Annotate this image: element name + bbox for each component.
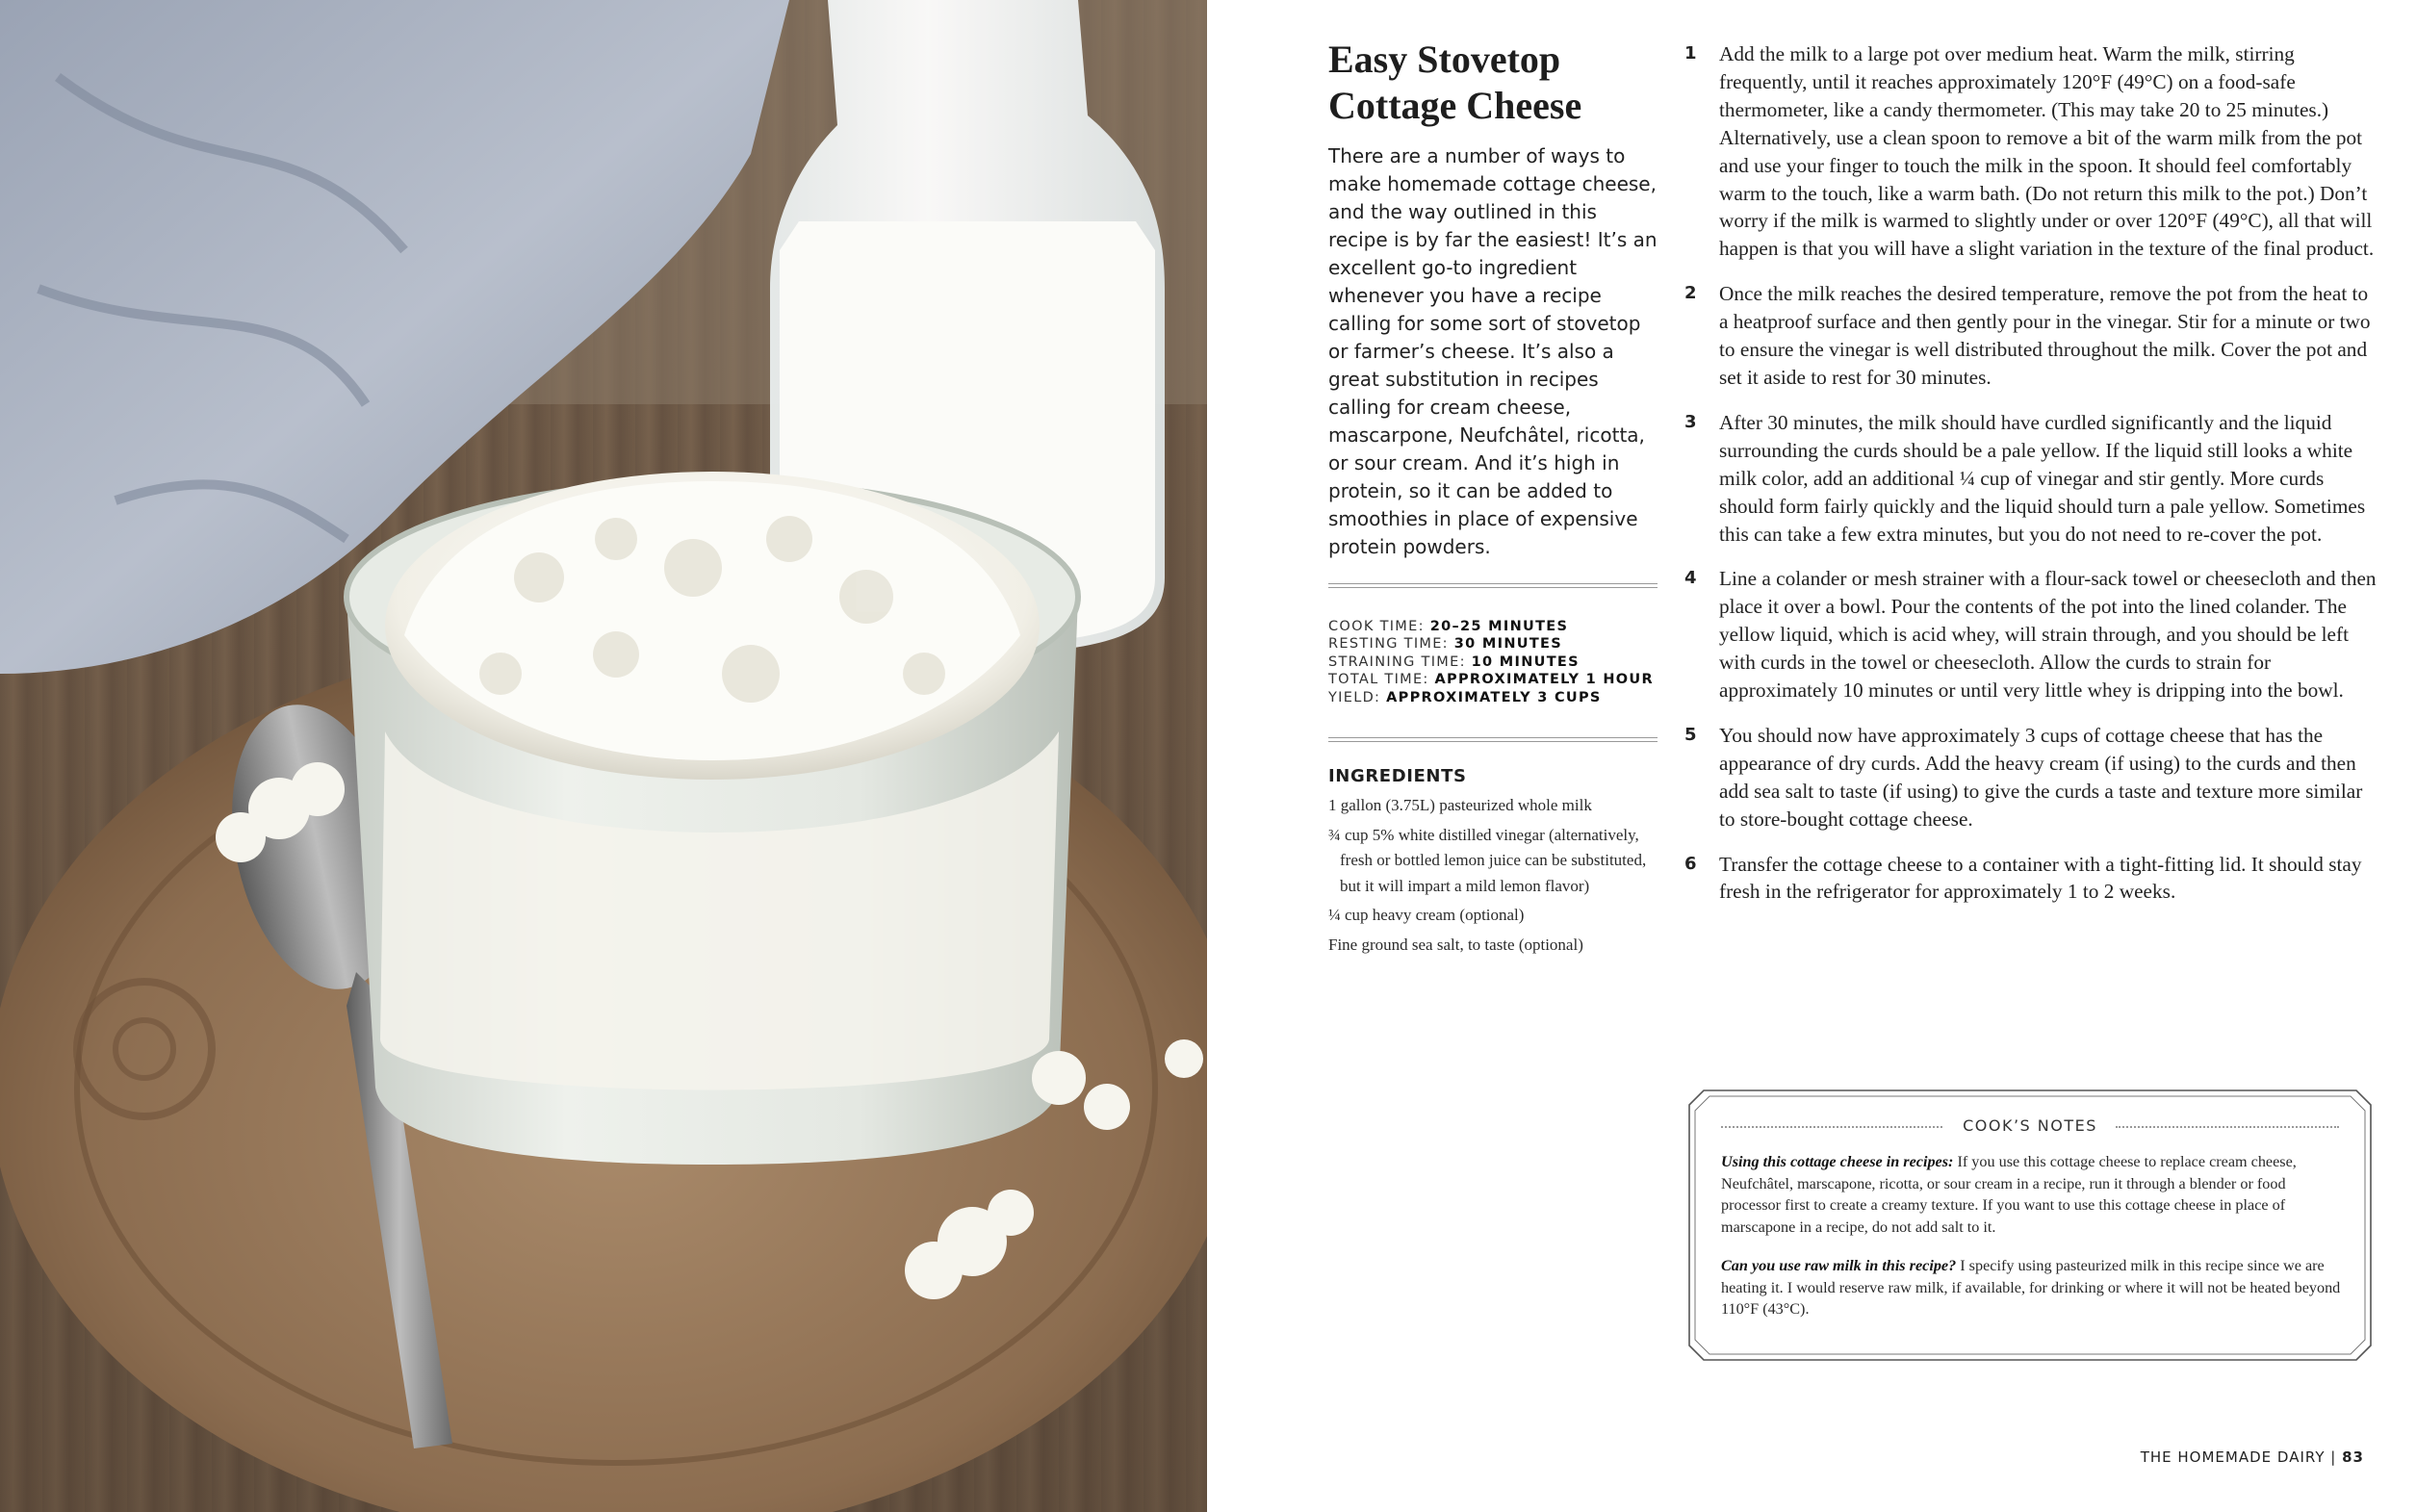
step-number: 5	[1684, 724, 1697, 745]
divider-rule	[1328, 583, 1658, 584]
photo-illustration	[0, 0, 1207, 1512]
step-text: After 30 minutes, the milk should have curdled significantly and the liquid surrounding the curds should be a pale yellow. If the liquid still looks a white milk color, add an additional ¼ cup of vinegar and stir gently. More curds should form fairly quickly and the liquid should turn a pale yellow. Sometimes this can take a few extra minutes, but you do not need to re-cover the pot.	[1719, 410, 2366, 546]
ingredient-item: 1 gallon (3.75L) pasteurized whole milk	[1328, 796, 1592, 814]
cooks-notes-box	[1688, 1089, 2372, 1361]
page-footer	[2141, 1448, 2364, 1466]
step-item	[1684, 565, 2377, 705]
ingredient-item: Fine ground sea salt, to taste (optional)	[1328, 935, 1583, 954]
ingredient-item: ¼ cup heavy cream (optional)	[1328, 906, 1525, 924]
ingredients-list	[1328, 793, 1665, 961]
step-number: 6	[1684, 853, 1697, 874]
step-number: 2	[1684, 283, 1697, 304]
step-number: 3	[1684, 411, 1697, 432]
time-row: RESTING TIME: 30 MINUTES	[1328, 636, 1562, 653]
time-row: TOTAL TIME: APPROXIMATELY 1 HOUR	[1328, 672, 1654, 688]
notes-title: COOK’S NOTES	[1949, 1116, 2111, 1135]
step-text: You should now have approximately 3 cups of cottage cheese that has the appearance of dry curds. Add the heavy cream (if using) to the curds and then add sea salt to taste (if using) to give the curds a taste and texture more similar to store-bought cottage cheese.	[1719, 723, 2363, 831]
step-item	[1684, 722, 2377, 833]
page-number: 83	[2342, 1448, 2364, 1466]
ingredients-heading: INGREDIENTS	[1328, 766, 1467, 786]
book-title: THE HOMEMADE DAIRY |	[2140, 1448, 2337, 1466]
step-item	[1684, 851, 2377, 907]
recipe-steps	[1684, 40, 2377, 923]
time-row: STRAINING TIME: 10 MINUTES	[1328, 653, 1580, 670]
note-paragraph: Can you use raw milk in this recipe? I specify using pasteurized milk in this recipe since we are heating it. I would reserve raw milk, if available, for drinking or where it will not be heated beyond 110°F (43°C).	[1721, 1257, 2341, 1319]
step-text: Transfer the cottage cheese to a container with a tight-fitting lid. It should stay fresh in the refrigerator for approximately 1 to 2 weeks.	[1719, 852, 2362, 904]
step-number: 1	[1684, 43, 1697, 64]
note-paragraph: Using this cottage cheese in recipes: If you use this cottage cheese to replace cream cheese, Neufchâtel, marscapone, ricotta, or sour cream in a recipe, run it through a blender or food processor first to create a creamy texture. If you want to use this cottage cheese in place of marscapone in a recipe, do not add salt to it.	[1721, 1153, 2297, 1236]
step-number: 4	[1684, 568, 1697, 589]
time-row: COOK TIME: 20–25 MINUTES	[1328, 619, 1569, 634]
recipe-title: Easy Stovetop Cottage Cheese	[1328, 38, 1582, 127]
step-text: Add the milk to a large pot over medium heat. Warm the milk, stirring frequently, until it reaches approximately 120°F (49°C) on a food-safe thermometer, like a candy thermometer. (This may take 20 to 25 minutes.) Alternatively, use a clean spoon to remove a bit of the warm milk from the pot and use your finger to touch the milk in the spoon. It should feel comfortably warm to the touch, like a warm bath. (Do not return this milk to the pot.) Don’t worry if the milk is warmed to slightly under or over 120°F (49°C), all that will happen is that you will have a slight variation in the texture of the final product.	[1719, 42, 2375, 261]
recipe-intro: There are a number of ways to make homemade cottage cheese, and the way outlined in this recipe is by far the easiest! It’s an excellent go-to ingredient whenever you have a recipe calling for some sort of stovetop or farmer’s cheese. It’s also a great substitution in recipes calling for cream cheese, mascarpone, Neufchâtel, ricotta, or sour cream. And it’s high in protein, so it can be added to smoothies in place of expensive protein powders.	[1328, 144, 1658, 558]
step-item	[1684, 280, 2377, 392]
divider-rule	[1328, 737, 1658, 738]
recipe-times	[1328, 618, 1665, 706]
step-text: Once the milk reaches the desired temperature, remove the pot from the heat to a heatproof surface and then gently pour in the vinegar. Stir for a minute or two to ensure the vinegar is well distributed throughout the milk. Cover the pot and set it aside to rest for 30 minutes.	[1719, 282, 2371, 389]
time-row: YIELD: APPROXIMATELY 3 CUPS	[1328, 689, 1602, 705]
cottage-cheese-photo	[0, 0, 1207, 1512]
ingredient-item: ¾ cup 5% white distilled vinegar (alternatively, fresh or bottled lemon juice can be substituted, but it will impart a mild lemon flavor)	[1328, 825, 1647, 895]
step-item	[1684, 409, 2377, 549]
step-item	[1684, 40, 2377, 263]
step-text: Line a colander or mesh strainer with a flour-sack towel or cheesecloth and then place it over a bowl. Pour the contents of the pot into the lined colander. The yellow liquid, which is acid whey, will strain through, and you should be left with curds in the towel or cheesecloth. Allow the curds to strain for approximately 10 minutes or until very little whey is dripping into the bowl.	[1719, 567, 2377, 703]
